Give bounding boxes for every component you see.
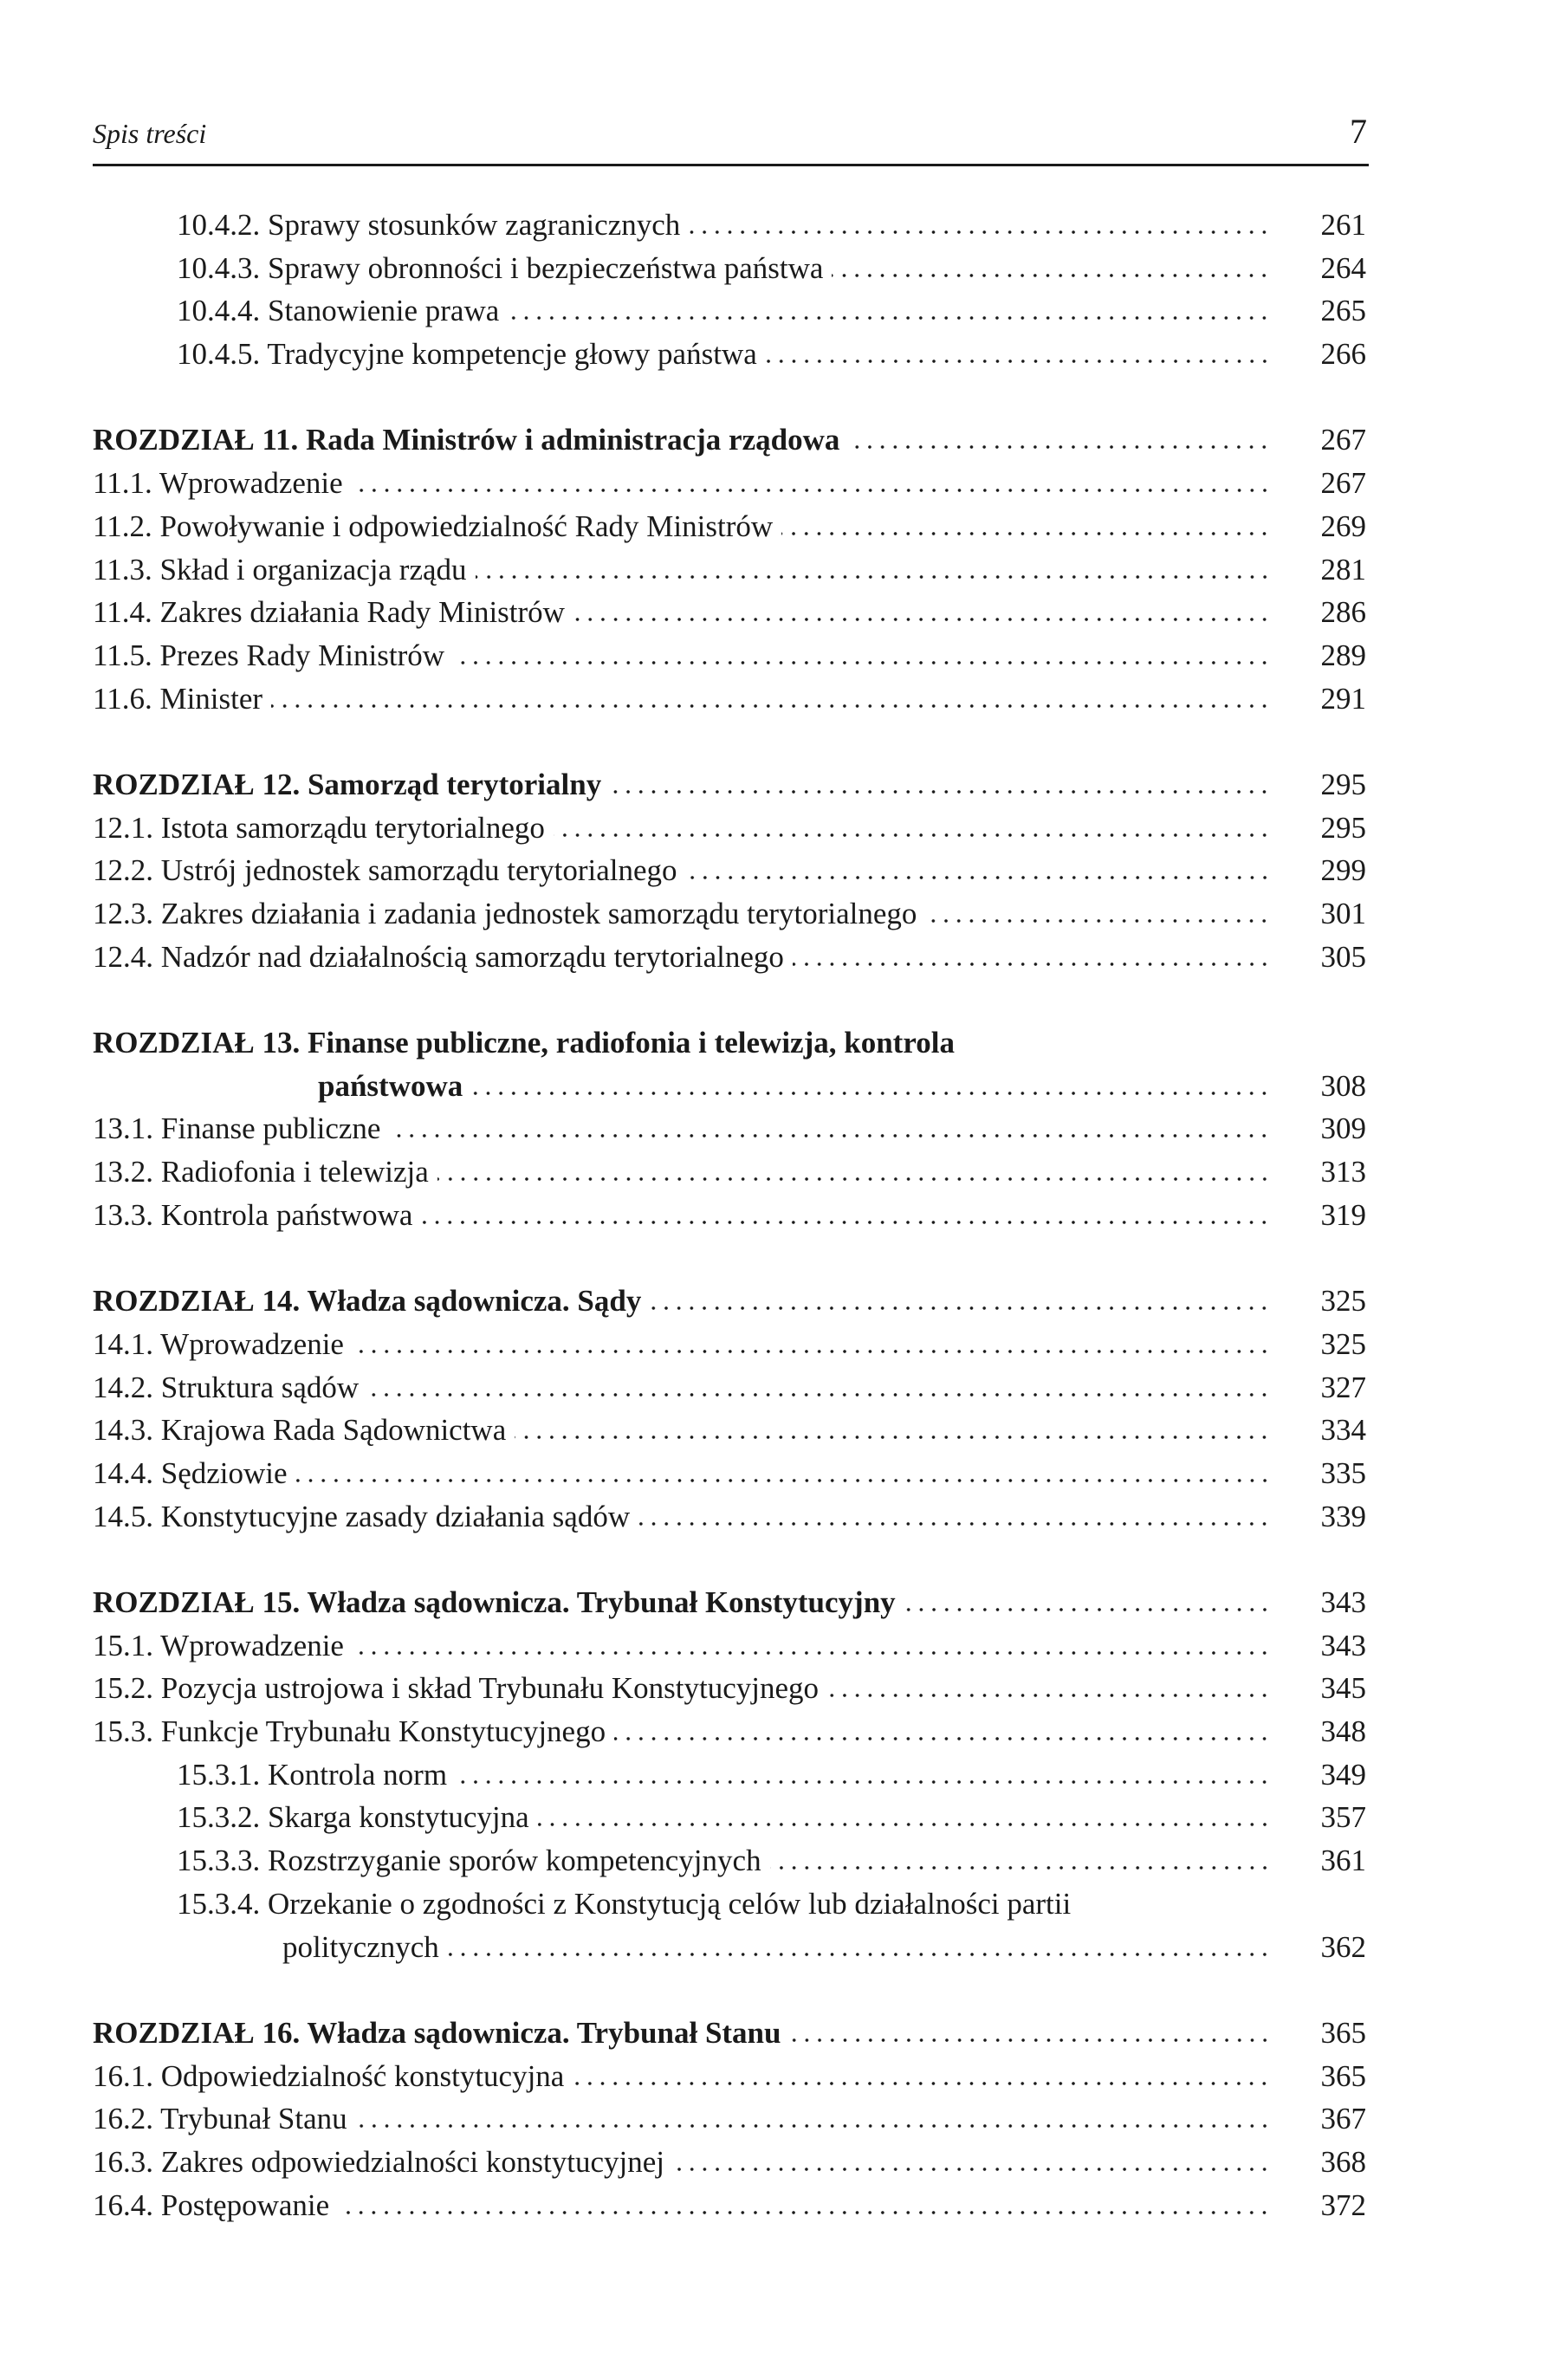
dot-leader [508, 316, 1271, 320]
dot-leader [610, 790, 1271, 794]
entry-page: 319 [1320, 1197, 1366, 1232]
dot-leader [538, 1823, 1271, 1826]
dot-leader [573, 618, 1271, 621]
toc-entry [93, 1366, 1366, 1410]
toc-entry [93, 1883, 1366, 1926]
toc-entry [93, 204, 1366, 247]
entry-page: 281 [1320, 552, 1366, 587]
dot-leader [296, 1479, 1271, 1482]
table-of-contents [93, 204, 1366, 2226]
toc-entry [93, 1667, 1366, 1710]
dot-leader [471, 1092, 1271, 1095]
toc-entry [93, 591, 1366, 634]
entry-title: 13.1. Finanse publiczne [93, 1111, 381, 1146]
dot-leader [614, 1737, 1271, 1740]
entry-title: 12.4. Nadzór nad działalnością samorządu terytorialnego [93, 939, 784, 974]
toc-entry [93, 634, 1366, 677]
entry-page: 289 [1320, 638, 1366, 672]
entry-title: 10.4.3. Sprawy obronności i bezpieczeństwa państwa [177, 250, 824, 285]
toc-chapter [93, 1021, 1366, 1065]
toc-entry [93, 1753, 1366, 1797]
entry-title: 15.3.3. Rozstrzyganie sporów kompetencyjnych [177, 1844, 761, 1878]
entry-page: 267 [1320, 466, 1366, 501]
entry-title: 12.2. Ustrój jednostek samorządu terytorialnego [93, 853, 677, 888]
entry-title: 11.5. Prezes Rady Ministrów [93, 638, 445, 672]
entry-page: 261 [1320, 208, 1366, 242]
toc-chapter-continuation [93, 1065, 1366, 1108]
entry-page: 265 [1320, 294, 1366, 328]
dot-leader [352, 489, 1271, 492]
dot-leader [638, 1522, 1271, 1526]
dot-leader [573, 2082, 1271, 2085]
dot-leader [832, 274, 1271, 277]
entry-page: 286 [1320, 595, 1366, 630]
toc-entry [93, 1624, 1366, 1668]
toc-entry [93, 2055, 1366, 2098]
spacer [93, 978, 1366, 1021]
dot-leader [781, 532, 1271, 535]
entry-page: 372 [1320, 2187, 1366, 2222]
entry-page: 335 [1320, 1455, 1366, 1490]
entry-page: 367 [1320, 2102, 1366, 2136]
entry-page: 365 [1320, 2058, 1366, 2093]
entry-page: 365 [1320, 2015, 1366, 2050]
toc-entry [93, 849, 1366, 892]
entry-title: 10.4.5. Tradycyjne kompetencje głowy państwa [177, 337, 757, 372]
toc-entry [93, 1194, 1366, 1237]
entry-page: 339 [1320, 1499, 1366, 1533]
entry-page: 362 [1320, 1929, 1366, 1964]
dot-leader [904, 1608, 1271, 1611]
dot-leader [766, 360, 1271, 363]
spacer [93, 1538, 1366, 1581]
entry-page: 327 [1320, 1370, 1366, 1404]
spacer [93, 1237, 1366, 1280]
entry-title-continuation: państwowa [318, 1068, 463, 1103]
toc-entry [93, 289, 1366, 333]
entry-title: 15.1. Wprowadzenie [93, 1628, 344, 1662]
entry-page: 266 [1320, 337, 1366, 372]
dot-leader [848, 445, 1271, 449]
dot-leader [353, 1651, 1271, 1655]
toc-entry [93, 1452, 1366, 1495]
entry-title: 10.4.2. Sprawy stosunków zagranicznych [177, 208, 681, 242]
toc-entry [93, 1150, 1366, 1194]
entry-title: 16.2. Trybunał Stanu [93, 2102, 347, 2136]
entry-title: 11.4. Zakres działania Rady Ministrów [93, 595, 565, 630]
dot-leader [686, 876, 1271, 879]
dot-leader [476, 575, 1271, 579]
entry-title: 12.1. Istota samorządu terytorialnego [93, 810, 545, 845]
entry-title: 13.2. Radiofonia i telewizja [93, 1155, 429, 1189]
entry-title: 16.4. Postępowanie [93, 2187, 330, 2222]
entry-title: ROZDZIAŁ 11. Rada Ministrów i administracja rządowa [93, 423, 840, 457]
entry-page: 357 [1320, 1800, 1366, 1835]
toc-chapter [93, 2012, 1366, 2055]
dot-leader [271, 704, 1271, 708]
toc-chapter [93, 1581, 1366, 1624]
entry-title: 15.3.1. Kontrola norm [177, 1757, 448, 1792]
dot-leader [650, 1306, 1271, 1310]
dot-leader [770, 1866, 1271, 1870]
entry-title: 12.3. Zakres działania i zadania jednostek samorządu terytorialnego [93, 897, 917, 930]
toc-entry [93, 505, 1366, 548]
entry-page: 348 [1320, 1714, 1366, 1749]
toc-entry [93, 807, 1366, 850]
entry-page: 269 [1320, 509, 1366, 543]
entry-page: 325 [1320, 1284, 1366, 1319]
page-number: 7 [1350, 112, 1367, 151]
entry-page: 343 [1320, 1628, 1366, 1662]
entry-page: 264 [1320, 250, 1366, 285]
entry-page: 299 [1320, 853, 1366, 888]
entry-title: 11.6. Minister [93, 681, 263, 716]
dot-leader [367, 1393, 1271, 1397]
dot-leader [790, 2038, 1272, 2042]
toc-entry [93, 1323, 1366, 1366]
toc-entry [93, 1409, 1366, 1452]
entry-page: 295 [1320, 767, 1366, 801]
entry-title: ROZDZIAŁ 15. Władza sądownicza. Trybunał Konstytucyjny [93, 1585, 896, 1619]
entry-title: ROZDZIAŁ 14. Władza sądownicza. Sądy [93, 1284, 642, 1319]
header-rule [93, 164, 1369, 166]
entry-page: 267 [1320, 423, 1366, 457]
entry-title: 11.2. Powoływanie i odpowiedzialność Rady Ministrów [93, 509, 774, 543]
spacer [93, 1968, 1366, 2012]
toc-chapter [93, 763, 1366, 807]
dot-leader [827, 1694, 1271, 1697]
entry-title: 15.3. Funkcje Trybunału Konstytucyjnego [93, 1714, 606, 1749]
toc-entry [93, 1839, 1366, 1883]
entry-page: 368 [1320, 2144, 1366, 2179]
entry-title: 14.4. Sędziowie [93, 1455, 288, 1490]
toc-entry [93, 892, 1366, 936]
entry-title: 15.3.4. Orzekanie o zgodności z Konstytucją celów lub działalności partii [177, 1886, 1072, 1921]
dot-leader [389, 1134, 1271, 1137]
toc-entry [93, 936, 1366, 979]
entry-page: 313 [1320, 1155, 1366, 1189]
entry-title: 11.1. Wprowadzenie [93, 466, 343, 501]
entry-title: ROZDZIAŁ 12. Samorząd terytorialny [93, 767, 602, 801]
dot-leader [338, 2211, 1271, 2214]
entry-title: 14.2. Struktura sądów [93, 1370, 360, 1404]
entry-title: ROZDZIAŁ 13. Finanse publiczne, radiofonia i telewizja, kontrola [93, 1026, 955, 1060]
dot-leader [689, 230, 1271, 234]
toc-entry [93, 462, 1366, 505]
toc-entry [93, 2184, 1366, 2227]
dot-leader [356, 2124, 1271, 2128]
entry-page: 295 [1320, 810, 1366, 845]
toc-entry [93, 1107, 1366, 1150]
dot-leader [448, 1953, 1271, 1956]
toc-entry [93, 247, 1366, 290]
entry-page: 361 [1320, 1844, 1366, 1878]
entry-page: 308 [1320, 1068, 1366, 1103]
entry-title: 15.3.2. Skarga konstytucyjna [177, 1800, 529, 1835]
entry-page: 349 [1320, 1757, 1366, 1792]
entry-title: 14.3. Krajowa Rada Sądownictwa [93, 1413, 507, 1448]
dot-leader [554, 833, 1271, 837]
entry-title: 13.3. Kontrola państwowa [93, 1197, 413, 1232]
dot-leader [925, 919, 1271, 923]
toc-entry [93, 2141, 1366, 2184]
entry-title: 11.3. Skład i organizacja rządu [93, 552, 467, 587]
toc-chapter [93, 418, 1366, 462]
entry-title: 14.5. Konstytucyjne zasady działania sądów [93, 1499, 631, 1533]
entry-page: 325 [1320, 1326, 1366, 1361]
entry-title: 16.3. Zakres odpowiedzialności konstytucyjnej [93, 2144, 664, 2179]
entry-page: 301 [1320, 897, 1366, 930]
toc-entry [93, 548, 1366, 592]
spacer [93, 720, 1366, 763]
entry-title: ROZDZIAŁ 16. Władza sądownicza. Trybunał Stanu [93, 2015, 781, 2050]
toc-entry [93, 333, 1366, 376]
entry-page: 305 [1320, 939, 1366, 974]
toc-entry [93, 1796, 1366, 1839]
dot-leader [453, 661, 1271, 664]
entry-title-continuation: politycznych [282, 1929, 439, 1964]
entry-title: 10.4.4. Stanowienie prawa [177, 294, 500, 328]
toc-entry [93, 1495, 1366, 1539]
running-header-title: Spis treści [93, 118, 207, 149]
entry-title: 15.2. Pozycja ustrojowa i skład Trybunału Konstytucyjnego [93, 1671, 820, 1706]
entry-title: 14.1. Wprowadzenie [93, 1326, 344, 1361]
toc-chapter [93, 1280, 1366, 1323]
dot-leader [456, 1780, 1271, 1784]
dot-leader [673, 2168, 1271, 2171]
dot-leader [437, 1177, 1271, 1181]
entry-title: 16.1. Odpowiedzialność konstytucyjna [93, 2058, 565, 2093]
entry-page: 334 [1320, 1413, 1366, 1448]
dot-leader [793, 962, 1271, 966]
entry-page: 309 [1320, 1111, 1366, 1146]
entry-page: 343 [1320, 1585, 1366, 1619]
dot-leader [353, 1350, 1271, 1353]
dot-leader [421, 1221, 1271, 1224]
toc-entry [93, 677, 1366, 721]
toc-entry [93, 2097, 1366, 2141]
toc-entry [93, 1710, 1366, 1753]
entry-page: 345 [1320, 1671, 1366, 1706]
dot-leader [515, 1436, 1271, 1439]
toc-entry-continuation [93, 1926, 1366, 1969]
spacer [93, 376, 1366, 419]
entry-page: 291 [1320, 681, 1366, 716]
